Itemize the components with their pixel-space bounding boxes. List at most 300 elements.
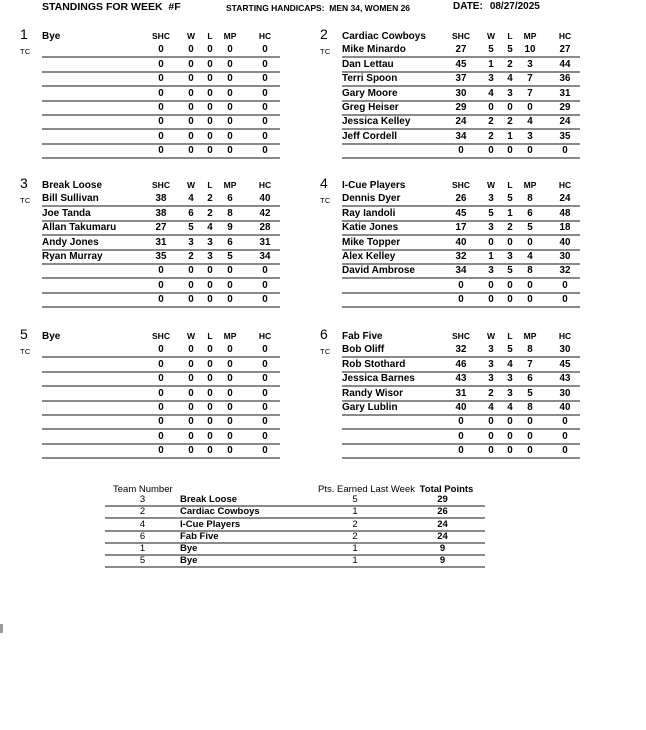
player-row [320, 387, 580, 401]
stat-hc: 0 [262, 44, 268, 56]
stat-l: 0 [207, 44, 213, 56]
player-row-columns [42, 222, 280, 236]
player-row-columns [42, 193, 280, 207]
summary-total-points: 29 [437, 494, 448, 506]
tc-label [320, 402, 342, 416]
stat-hc: 35 [559, 130, 571, 142]
team-block-6 [320, 328, 580, 459]
stat-l: 5 [507, 344, 513, 356]
player-row [320, 236, 580, 250]
stat-shc: 0 [158, 130, 164, 142]
summary-pts-earned: 1 [352, 506, 358, 518]
stat-w: 0 [188, 358, 194, 370]
team-header-columns [342, 330, 580, 343]
summary-team-number: 2 [139, 506, 146, 518]
stat-mp: 4 [527, 250, 533, 262]
stat-l: 0 [207, 58, 213, 70]
summary-team-name: Cardiac Cowboys [180, 506, 260, 518]
player-row [320, 102, 580, 116]
stat-l: 0 [207, 387, 213, 399]
column-header-hc: HC [258, 31, 272, 41]
stat-hc: 29 [559, 101, 571, 113]
player-row-columns [42, 116, 280, 130]
stat-mp: 0 [527, 430, 533, 442]
stat-l: 0 [207, 130, 213, 142]
stat-shc: 37 [455, 73, 467, 85]
player-row-columns [342, 222, 580, 236]
stat-mp: 7 [527, 358, 533, 370]
stat-w: 0 [188, 416, 194, 428]
summary-row [105, 519, 485, 531]
stat-l: 3 [507, 87, 513, 99]
player-row-columns [42, 265, 280, 279]
stat-hc: 0 [262, 279, 268, 291]
stat-l: 5 [507, 44, 513, 56]
summary-team-name: Bye [180, 542, 198, 554]
stat-shc: 0 [158, 430, 164, 442]
tc-label [20, 58, 42, 72]
player-row-columns [342, 102, 580, 116]
stat-mp: 5 [227, 250, 233, 262]
column-header-mp: MP [523, 31, 537, 41]
tc-label [320, 145, 342, 159]
stat-mp: 0 [227, 44, 233, 56]
stat-w: 0 [188, 58, 194, 70]
player-name: Gary Lublin [342, 401, 398, 413]
tc-label [20, 130, 42, 144]
column-header-shc: SHC [152, 180, 170, 190]
stat-w: 1 [488, 58, 494, 70]
stat-shc: 0 [158, 101, 164, 113]
tc-label [20, 116, 42, 130]
player-name: Gary Moore [342, 87, 398, 99]
player-row-columns [342, 430, 580, 444]
summary-pts-earned: 1 [352, 555, 358, 567]
stat-shc: 0 [458, 294, 464, 306]
stat-shc: 38 [155, 207, 167, 219]
player-row-columns [42, 445, 280, 459]
stat-mp: 0 [227, 445, 233, 457]
stat-l: 3 [207, 236, 213, 248]
stat-shc: 46 [455, 358, 467, 370]
stat-w: 3 [488, 73, 494, 85]
stat-l: 2 [507, 222, 513, 234]
stat-hc: 0 [262, 373, 268, 385]
stat-shc: 34 [455, 265, 467, 277]
stat-l: 5 [507, 193, 513, 205]
team-number: 5 [20, 326, 28, 342]
player-row [20, 344, 280, 358]
player-row-columns [42, 236, 280, 250]
stat-w: 0 [488, 445, 494, 457]
summary-team-name: Fab Five [180, 530, 219, 542]
stat-shc: 0 [158, 387, 164, 399]
stat-shc: 0 [158, 58, 164, 70]
stat-mp: 0 [227, 279, 233, 291]
team-number: 4 [320, 175, 328, 191]
stat-mp: 3 [527, 58, 533, 70]
tc-label [20, 73, 42, 87]
tc-label [320, 358, 342, 372]
player-row-columns [42, 294, 280, 308]
stat-shc: 0 [158, 294, 164, 306]
summary-total-points: 9 [439, 542, 446, 554]
summary-header-team-number: Team Number [113, 484, 173, 495]
player-row [320, 416, 580, 430]
stat-hc: 31 [559, 87, 571, 99]
tc-label [20, 416, 42, 430]
stat-w: 0 [488, 294, 494, 306]
stat-l: 0 [207, 116, 213, 128]
stat-w: 0 [188, 265, 194, 277]
tc-label [320, 430, 342, 444]
stat-shc: 38 [155, 193, 167, 205]
stat-w: 0 [188, 294, 194, 306]
stat-w: 3 [488, 222, 494, 234]
points-summary-table [105, 481, 485, 568]
stat-l: 3 [507, 387, 513, 399]
tc-label [320, 207, 342, 221]
stat-mp: 0 [227, 373, 233, 385]
player-row [20, 116, 280, 130]
stat-mp: 0 [227, 130, 233, 142]
column-header-shc: SHC [452, 180, 470, 190]
stat-mp: 0 [527, 145, 533, 157]
stat-mp: 9 [227, 222, 233, 234]
summary-team-name: Break Loose [180, 494, 238, 506]
tc-label [20, 207, 42, 221]
stat-shc: 0 [158, 116, 164, 128]
stat-mp: 5 [527, 222, 533, 234]
stat-hc: 45 [559, 358, 571, 370]
stat-l: 0 [207, 73, 213, 85]
stat-l: 0 [207, 416, 213, 428]
column-header-mp: MP [223, 331, 237, 341]
stat-mp: 0 [527, 236, 533, 248]
column-header-shc: SHC [152, 31, 170, 41]
stat-mp: 10 [524, 44, 536, 56]
team-header-row [320, 28, 580, 44]
stat-hc: 32 [559, 265, 571, 277]
player-row [20, 87, 280, 101]
player-name: David Ambrose [342, 265, 415, 277]
summary-header-total: Total Points [419, 484, 474, 495]
tc-label [20, 102, 42, 116]
stat-w: 1 [488, 250, 494, 262]
tc-label: TC [320, 196, 331, 205]
stat-w: 0 [188, 279, 194, 291]
tc-label [20, 387, 42, 401]
player-row [20, 102, 280, 116]
stat-hc: 0 [562, 145, 568, 157]
stat-l: 5 [507, 265, 513, 277]
player-row-columns [342, 116, 580, 130]
stat-mp: 6 [227, 236, 233, 248]
stat-w: 5 [488, 207, 494, 219]
player-row [320, 116, 580, 130]
stat-w: 0 [188, 445, 194, 457]
stat-l: 3 [207, 250, 213, 262]
stat-hc: 42 [259, 207, 271, 219]
tc-label: TC [20, 47, 31, 56]
stat-l: 0 [207, 430, 213, 442]
player-row-columns [342, 73, 580, 87]
page-title: STANDINGS FOR WEEK #F [42, 1, 181, 13]
stat-shc: 30 [455, 87, 467, 99]
player-name: Jeff Cordell [342, 130, 398, 142]
stat-l: 0 [507, 416, 513, 428]
stat-l: 2 [507, 116, 513, 128]
stat-hc: 0 [562, 445, 568, 457]
stat-w: 5 [488, 44, 494, 56]
stat-w: 4 [188, 193, 194, 205]
stat-mp: 0 [227, 344, 233, 356]
team-block-5 [20, 328, 280, 459]
stat-l: 4 [507, 358, 513, 370]
stat-l: 0 [507, 236, 513, 248]
stat-shc: 0 [458, 430, 464, 442]
player-row [320, 193, 580, 207]
player-row [20, 251, 280, 265]
summary-pts-earned: 2 [352, 518, 358, 530]
column-header-mp: MP [223, 180, 237, 190]
player-name: Rob Stothard [342, 358, 406, 370]
stat-mp: 0 [527, 294, 533, 306]
stat-shc: 26 [455, 193, 467, 205]
stat-l: 4 [207, 222, 213, 234]
player-row-columns [42, 145, 280, 159]
stat-shc: 0 [158, 358, 164, 370]
stat-hc: 0 [262, 73, 268, 85]
summary-team-number: 6 [139, 530, 146, 542]
player-name: Greg Heiser [342, 101, 399, 113]
team-name: Fab Five [342, 331, 383, 342]
stat-w: 0 [488, 416, 494, 428]
player-name: Ray Iandoli [342, 207, 396, 219]
stat-w: 0 [188, 73, 194, 85]
player-name: Bill Sullivan [42, 193, 99, 205]
stat-mp: 0 [227, 294, 233, 306]
stat-shc: 35 [155, 250, 167, 262]
player-row-columns [342, 279, 580, 293]
stat-mp: 0 [227, 73, 233, 85]
stat-hc: 0 [262, 145, 268, 157]
stat-hc: 0 [262, 294, 268, 306]
team-header-columns [42, 330, 280, 343]
stat-w: 0 [188, 101, 194, 113]
player-row [20, 207, 280, 221]
tc-label [320, 387, 342, 401]
stat-hc: 0 [262, 445, 268, 457]
player-row-columns [42, 251, 280, 265]
player-row-columns [42, 130, 280, 144]
team-header-columns [342, 179, 580, 192]
tc-label [320, 373, 342, 387]
stat-hc: 40 [559, 401, 571, 413]
stat-hc: 40 [559, 236, 571, 248]
stat-l: 0 [207, 145, 213, 157]
stat-w: 3 [488, 193, 494, 205]
stat-w: 0 [188, 430, 194, 442]
stat-mp: 0 [527, 445, 533, 457]
summary-row [105, 532, 485, 544]
stat-mp: 0 [227, 416, 233, 428]
team-header-row [20, 328, 280, 344]
player-row [20, 222, 280, 236]
player-row-columns [342, 193, 580, 207]
player-row-columns [342, 416, 580, 430]
stat-hc: 24 [559, 116, 571, 128]
date-label: DATE: [453, 1, 483, 12]
stat-l: 0 [507, 145, 513, 157]
player-row [20, 294, 280, 308]
player-row [320, 73, 580, 87]
player-row [320, 358, 580, 372]
summary-rows [105, 495, 485, 568]
stat-w: 4 [488, 401, 494, 413]
player-row [20, 430, 280, 444]
summary-pts-earned: 2 [352, 530, 358, 542]
column-header-l: L [207, 31, 213, 41]
team-header-row [320, 177, 580, 193]
stat-shc: 0 [158, 279, 164, 291]
date-field [453, 1, 540, 12]
team-block-3 [20, 177, 280, 308]
stat-shc: 24 [455, 116, 467, 128]
tc-label [20, 236, 42, 250]
stat-hc: 0 [262, 387, 268, 399]
summary-row [105, 495, 485, 507]
summary-team-number: 5 [139, 555, 146, 567]
player-row-columns [342, 130, 580, 144]
stat-hc: 0 [262, 130, 268, 142]
player-row-columns [42, 373, 280, 387]
stat-mp: 8 [527, 344, 533, 356]
tc-label [320, 87, 342, 101]
team-number: 3 [20, 175, 28, 191]
stat-mp: 0 [227, 358, 233, 370]
column-header-shc: SHC [152, 331, 170, 341]
stat-hc: 0 [262, 416, 268, 428]
stat-mp: 0 [227, 265, 233, 277]
stat-l: 0 [207, 445, 213, 457]
stat-shc: 40 [455, 236, 467, 248]
stat-l: 0 [207, 87, 213, 99]
stat-l: 0 [207, 279, 213, 291]
player-row [320, 251, 580, 265]
stat-mp: 6 [527, 373, 533, 385]
player-row [20, 265, 280, 279]
stat-w: 3 [188, 236, 194, 248]
player-row [20, 145, 280, 159]
player-name: Dennis Dyer [342, 193, 401, 205]
stat-hc: 43 [559, 373, 571, 385]
stat-w: 3 [488, 358, 494, 370]
column-header-mp: MP [523, 180, 537, 190]
stat-shc: 31 [455, 387, 467, 399]
stat-hc: 0 [262, 87, 268, 99]
column-header-hc: HC [558, 331, 572, 341]
summary-row [105, 507, 485, 519]
column-header-hc: HC [558, 180, 572, 190]
stat-hc: 40 [259, 193, 271, 205]
tc-label [320, 222, 342, 236]
summary-pts-earned: 5 [352, 494, 358, 506]
column-header-l: L [507, 180, 513, 190]
stat-hc: 30 [559, 387, 571, 399]
team-number: 6 [320, 326, 328, 342]
stat-mp: 6 [527, 207, 533, 219]
stat-hc: 18 [559, 222, 571, 234]
stat-l: 3 [507, 373, 513, 385]
player-row-columns [342, 373, 580, 387]
column-header-w: W [486, 331, 496, 341]
team-header-row [320, 328, 580, 344]
column-header-l: L [507, 331, 513, 341]
player-row-columns [42, 402, 280, 416]
player-row-columns [42, 44, 280, 58]
player-row [320, 130, 580, 144]
starting-handicaps-label: STARTING HANDICAPS: MEN 34, WOMEN 26 [226, 3, 411, 13]
player-row [320, 294, 580, 308]
stat-shc: 0 [158, 416, 164, 428]
team-header-columns [42, 179, 280, 192]
stat-w: 0 [188, 145, 194, 157]
player-row-columns [42, 58, 280, 72]
player-row [320, 44, 580, 58]
column-header-mp: MP [523, 331, 537, 341]
stat-shc: 31 [155, 236, 167, 248]
stat-shc: 32 [455, 250, 467, 262]
player-row-columns [42, 73, 280, 87]
team-name: Bye [42, 31, 61, 42]
stat-l: 2 [507, 58, 513, 70]
tc-label [20, 402, 42, 416]
stat-mp: 8 [527, 401, 533, 413]
stat-w: 0 [188, 401, 194, 413]
tc-label [20, 373, 42, 387]
player-row-columns [342, 344, 580, 358]
stat-l: 0 [207, 344, 213, 356]
player-row [20, 44, 280, 58]
stat-w: 0 [188, 344, 194, 356]
stat-shc: 43 [455, 373, 467, 385]
team-name: I-Cue Players [342, 180, 406, 191]
stat-hc: 30 [559, 250, 571, 262]
player-row [20, 373, 280, 387]
tc-label [320, 130, 342, 144]
player-row [320, 344, 580, 358]
column-header-mp: MP [223, 31, 237, 41]
team-block-4 [320, 177, 580, 308]
stat-hc: 0 [262, 265, 268, 277]
player-name: Katie Jones [342, 222, 399, 234]
stat-shc: 29 [455, 101, 467, 113]
summary-row [105, 544, 485, 556]
stat-hc: 27 [559, 44, 571, 56]
player-name: Jessica Kelley [342, 116, 411, 128]
stat-shc: 0 [458, 145, 464, 157]
tc-label [20, 251, 42, 265]
stat-shc: 0 [158, 87, 164, 99]
team-header-row [20, 28, 280, 44]
player-row-columns [42, 344, 280, 358]
stat-l: 0 [507, 294, 513, 306]
stat-hc: 34 [259, 250, 271, 262]
column-header-l: L [507, 31, 513, 41]
stat-l: 1 [507, 130, 513, 142]
stat-shc: 0 [158, 373, 164, 385]
